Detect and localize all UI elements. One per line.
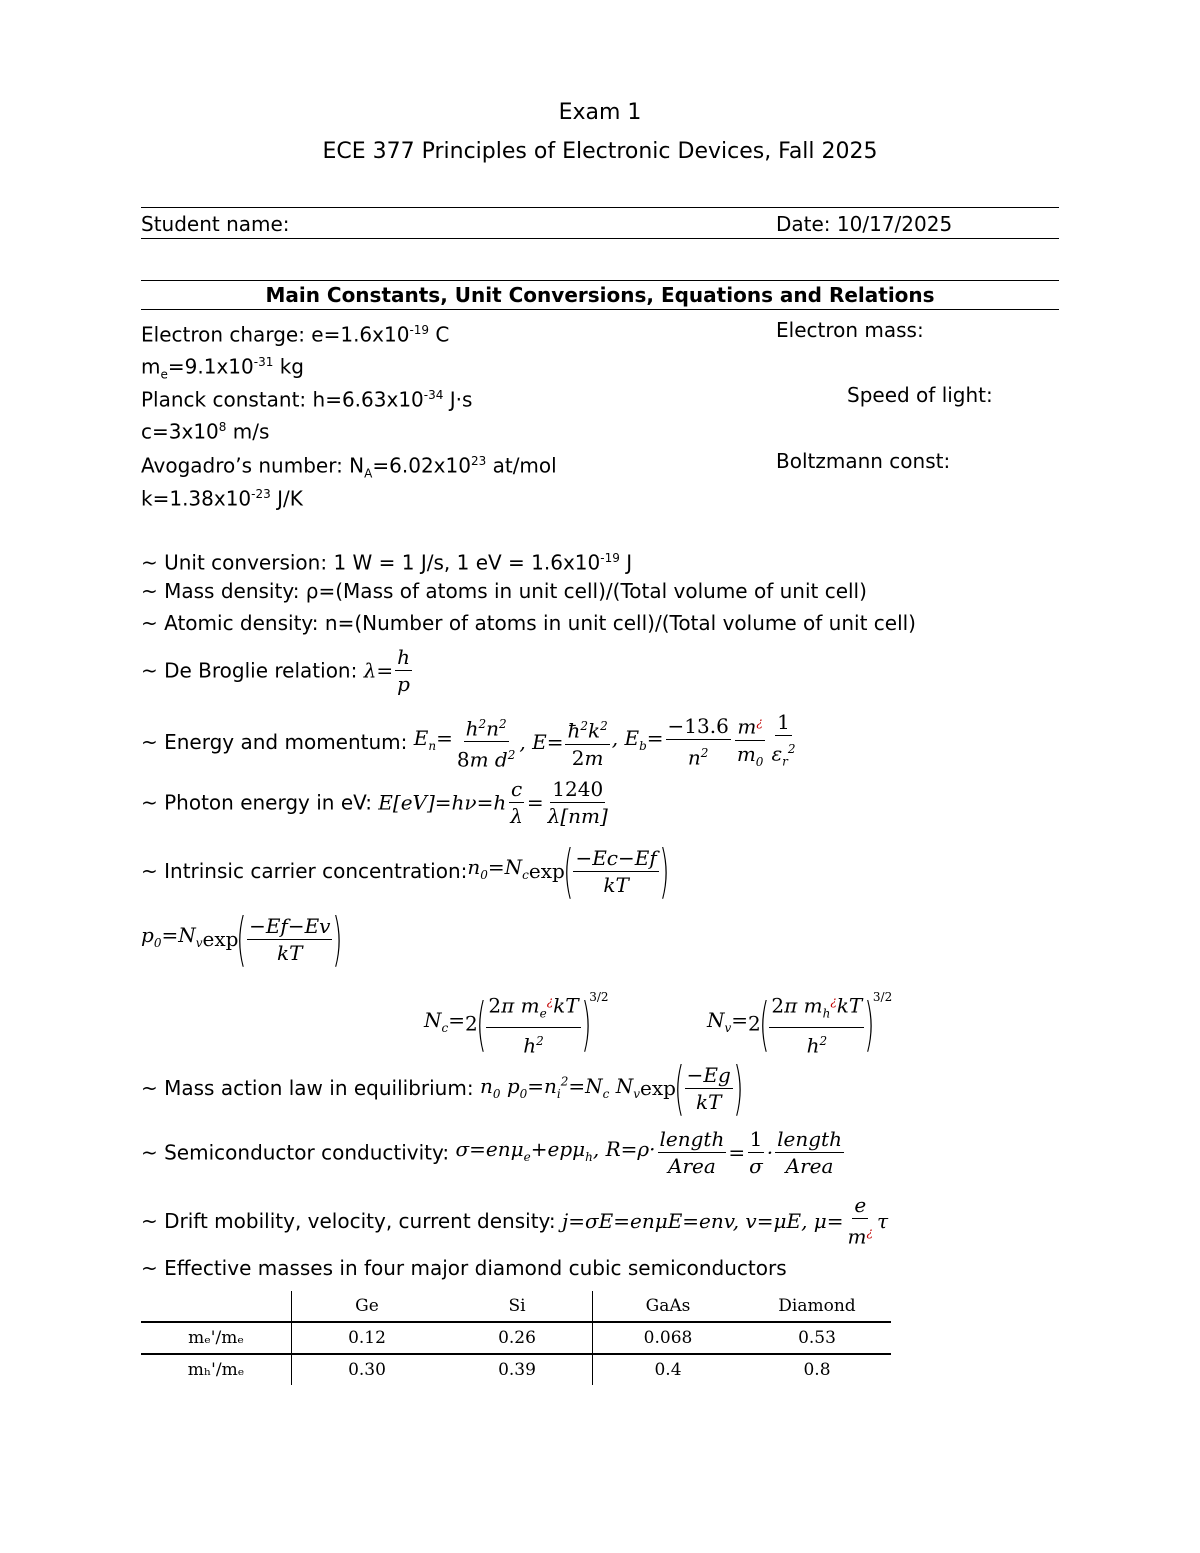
table-cell: 0.8: [803, 1360, 831, 1380]
exam-date: Date: 10/17/2025: [776, 212, 953, 236]
nv-formula: $N_v=2$( $\frac{2\pi m_h^¿kT}{h^2}$ )$^{3/2}$: [707, 989, 893, 1058]
exam-title: Exam 1: [558, 100, 642, 125]
mass-action-law: ~ Mass action law in equilibrium: $n_0$ $p_0=n_i^2=N_c$ $N_v\exp$( $\frac{-Eg}{kT}$ ): [141, 1054, 744, 1122]
table-cell: mₕ'/mₑ: [141, 1354, 292, 1385]
energy-momentum: ~ Energy and momentum: $E_n=$ $\frac{h^2n^2}{8m d^2}$ , E= $\frac{ħ^2k^2}{2m}$ , $E_b=$ $\frac{-13.6}{n^2}$ $\frac{m^¿}{m_0}$ $\frac{1}{\varepsilon_r^2}$: [141, 710, 796, 772]
speed-of-light-value: $c=3x10^8$ m/s: [141, 419, 270, 444]
constants-heading: Main Constants, Unit Conversions, Equations and Relations: [265, 283, 935, 307]
table-cell: 0.53: [798, 1328, 836, 1348]
table-cell: 0.12: [348, 1328, 386, 1348]
atomic-density: ~ Atomic density: n=(Number of atoms in unit cell)/(Total volume of unit cell): [141, 611, 916, 635]
intrinsic-carrier: ~ Intrinsic carrier $concentration:n_0=N_c\exp$( $\frac{-Ec-Ef}{kT}$ ): [141, 837, 670, 905]
photon-energy: ~ Photon energy in eV: E[eV]=hν=h $\frac{c}{\lambda}$ = $\frac{1240}{\lambda[nm]}$: [141, 777, 608, 828]
table-row: [141, 1322, 891, 1354]
de-broglie-relation: ~ De Broglie relation: λ= $\frac{h}{p}$: [141, 645, 411, 696]
table-cell: mₑ'/mₑ: [141, 1322, 292, 1354]
table-cell: 0.39: [442, 1354, 593, 1385]
unit-conversion: ~ Unit conversion: 1 W = 1 J/s, 1 eV = $1.6x10^{-19}$ J: [141, 550, 633, 575]
divider: [141, 238, 1059, 239]
divider: [141, 309, 1059, 310]
electron-charge: Electron charge: $e=1.6x10^{-19}$ C: [141, 322, 450, 347]
table-cell: 0.30: [348, 1360, 386, 1380]
table-header-cell: [141, 1291, 292, 1322]
divider: [141, 207, 1059, 208]
speed-of-light-label: Speed of light:: [847, 383, 993, 407]
divider: [141, 280, 1059, 281]
table-cell: 0.068: [643, 1328, 693, 1348]
boltzmann-label: Boltzmann const:: [776, 449, 951, 473]
table-cell: 0.4: [654, 1360, 682, 1380]
hole-concentration: $p_0=N_v\exp$( $\frac{-Ef-Ev}{kT}$ ): [141, 905, 343, 973]
avogadro-number: Avogadro’s number: $N_A=6.02x10^{23}$ at/mol: [141, 453, 557, 481]
conductivity: ~ Semiconductor conductivity: σ=enμ$_e$+epμ$_h$, R=ρ· $\frac{\text{length}}{\text{Area}}$ = $\frac{1}{\sigma}$ · $\frac{\text{length}}{\text{Area}}$: [141, 1127, 842, 1178]
table-header-cell: GaAs: [645, 1296, 691, 1316]
table-header-cell: Ge: [355, 1296, 379, 1316]
table-header-cell: Si: [442, 1291, 593, 1322]
electron-mass-value: $m_e=9.1x10^{-31}$ kg: [141, 354, 304, 382]
student-name-label: Student name:: [141, 212, 290, 236]
course-title: ECE 377 Principles of Electronic Devices, Fall 2025: [322, 139, 878, 164]
table-row: [141, 1354, 891, 1385]
drift-mobility: ~ Drift mobility, velocity, current density: j=σE=enμE=env, v=μE, μ= $\frac{e}{m^¿}$ τ: [141, 1193, 889, 1249]
table-cell: 0.26: [442, 1322, 593, 1354]
nc-formula: $N_c=2$( $\frac{2\pi m_e^¿kT}{h^2}$ )$^{3/2}$: [424, 989, 609, 1058]
boltzmann-value: $k=1.38x10^{-23}$ J/K: [141, 486, 303, 511]
effective-mass-table: [141, 1291, 891, 1385]
effective-masses-heading: ~ Effective masses in four major diamond cubic semiconductors: [141, 1256, 787, 1280]
mass-density: ~ Mass density: ρ=(Mass of atoms in unit cell)/(Total volume of unit cell): [141, 579, 867, 603]
table-header-cell: Diamond: [778, 1296, 856, 1316]
planck-constant: Planck constant: $h=6.63x10^{-34}$ J·s: [141, 387, 473, 412]
electron-mass-label: Electron mass:: [776, 318, 924, 342]
